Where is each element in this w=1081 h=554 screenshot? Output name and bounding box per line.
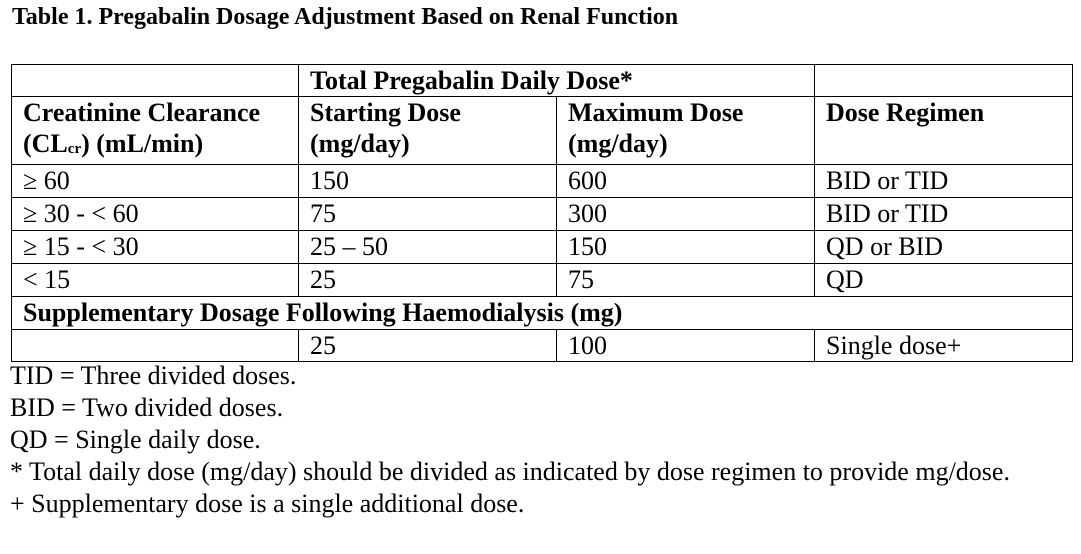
footnote-qd: QD = Single daily dose. (10, 425, 261, 454)
table-title: Table 1. Pregabalin Dosage Adjustment Based on Renal Function (12, 4, 679, 30)
cell-dose-regimen: BID or TID (815, 198, 1073, 231)
column-header-row (12, 97, 1073, 165)
header-creatinine-clearance-line2 (23, 128, 298, 164)
cell-starting-dose: 150 (299, 165, 557, 198)
cell-clearance: ≥ 60 (12, 165, 299, 198)
cell-dose-regimen: Single dose+ (815, 330, 1073, 362)
dosage-table (11, 64, 1073, 362)
footnote-tid: TID = Three divided doses. (10, 361, 297, 390)
cell-dose-regimen: QD (815, 264, 1073, 297)
cell-dose-regimen: QD or BID (815, 231, 1073, 264)
cell-clearance: ≥ 15 - < 30 (12, 231, 299, 264)
empty-header-cell (815, 65, 1073, 97)
header-starting-dose-line2: (mg/day) (310, 129, 410, 158)
header-starting-dose-line1: Starting Dose (310, 98, 461, 127)
footnote-plus: + Supplementary dose is a single additional dose. (10, 489, 525, 518)
cell-maximum-dose: 600 (557, 165, 815, 198)
table-row (12, 231, 1073, 264)
supplementary-header-row (12, 297, 1073, 330)
footnote-bid: BID = Two divided doses. (10, 393, 284, 422)
footnotes (10, 360, 1045, 520)
header-maximum-dose (557, 97, 815, 165)
cell-maximum-dose: 150 (557, 231, 815, 264)
header-dose-regimen: Dose Regimen (815, 97, 1073, 165)
table-row (12, 198, 1073, 231)
group-header-row (12, 65, 1073, 97)
empty-corner-cell (12, 65, 299, 97)
supplementary-row (12, 330, 1073, 362)
footnote-asterisk: * Total daily dose (mg/day) should be divided as indicated by dose regimen to provide mg/dose. (10, 457, 1010, 486)
cell-starting-dose: 25 (299, 264, 557, 297)
header-cl-prefix: (CL (23, 129, 68, 158)
cell-clearance (12, 330, 299, 362)
header-cr-subscript: cr (67, 141, 82, 157)
group-header-total-daily-dose: Total Pregabalin Daily Dose* (299, 65, 815, 97)
cell-starting-dose: 75 (299, 198, 557, 231)
header-creatinine-clearance-line1: Creatinine Clearance (23, 98, 261, 127)
cell-maximum-dose: 75 (557, 264, 815, 297)
header-maximum-dose-line2: (mg/day) (568, 129, 668, 158)
cell-dose-regimen: BID or TID (815, 165, 1073, 198)
cell-starting-dose: 25 (299, 330, 557, 362)
table-row (12, 165, 1073, 198)
header-maximum-dose-line1: Maximum Dose (568, 98, 744, 127)
cell-clearance: ≥ 30 - < 60 (12, 198, 299, 231)
cell-maximum-dose: 100 (557, 330, 815, 362)
table-row (12, 264, 1073, 297)
header-cl-suffix: ) (mL/min) (81, 129, 204, 158)
cell-clearance: < 15 (12, 264, 299, 297)
cell-starting-dose: 25 – 50 (299, 231, 557, 264)
cell-maximum-dose: 300 (557, 198, 815, 231)
supplementary-header: Supplementary Dosage Following Haemodialysis (mg) (12, 297, 1073, 330)
header-starting-dose (299, 97, 557, 165)
header-creatinine-clearance (12, 97, 299, 165)
